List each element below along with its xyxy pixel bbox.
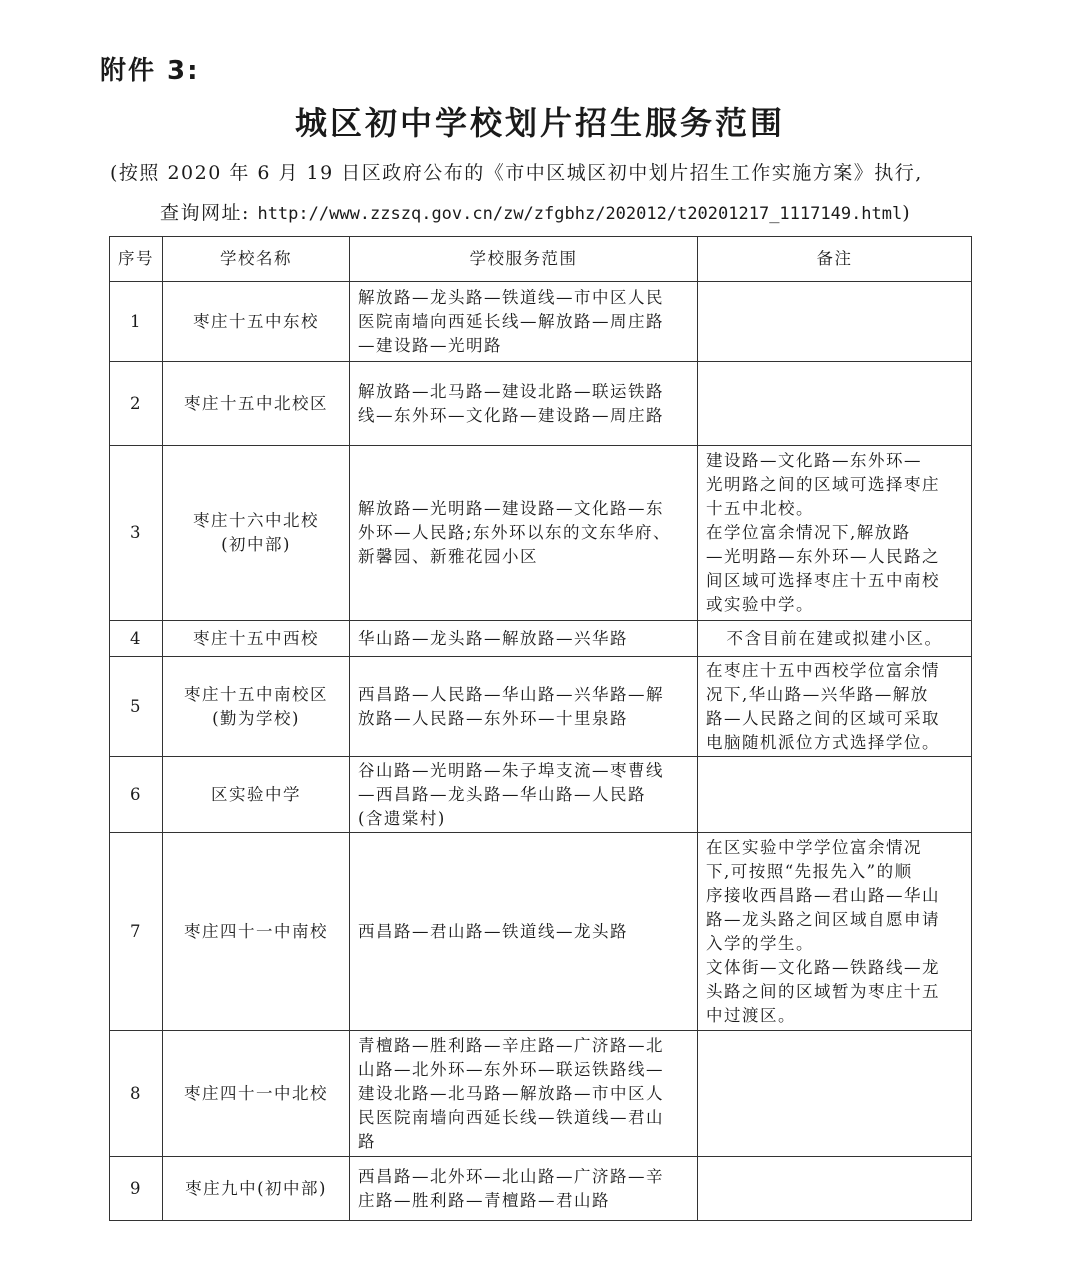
service-range: 华山路—龙头路—解放路—兴华路 (350, 621, 698, 657)
remarks (698, 757, 972, 833)
query-url-suffix: ) (902, 202, 912, 224)
school-name: 枣庄十六中北校 (初中部) (163, 446, 350, 621)
table-row (110, 1157, 972, 1221)
remarks (698, 282, 972, 362)
school-name: 区实验中学 (163, 757, 350, 833)
school-name: 枣庄十五中北校区 (163, 362, 350, 446)
table-row (110, 757, 972, 833)
remarks: 在枣庄十五中西校学位富余情 况下,华山路—兴华路—解放 路—人民路之间的区域可采取 电脑随机派位方式选择学位。 (698, 657, 972, 757)
attachment-label: 附件 3: (100, 56, 200, 86)
remarks (698, 1157, 972, 1221)
service-range: 解放路—北马路—建设北路—联运铁路 线—东外环—文化路—建设路—周庄路 (350, 362, 698, 446)
header-school-name: 学校名称 (163, 237, 350, 282)
header-service-range: 学校服务范围 (350, 237, 698, 282)
service-range: 西昌路—君山路—铁道线—龙头路 (350, 833, 698, 1031)
query-url[interactable]: http://www.zzszq.gov.cn/zw/zfgbhz/202012/t20201217_1117149.html (257, 204, 903, 224)
row-number: 3 (110, 446, 163, 621)
service-range: 谷山路—光明路—朱子埠支流—枣曹线 —西昌路—龙头路—华山路—人民路 (含遗棠村) (350, 757, 698, 833)
table-row (110, 621, 972, 657)
basis-note: (按照 2020 年 6 月 19 日区政府公布的《市中区城区初中划片招生工作实施方案》执行, (110, 162, 923, 184)
school-name: 枣庄十五中南校区 (勤为学校) (163, 657, 350, 757)
query-url-line (160, 198, 911, 225)
enrollment-scope-table (109, 236, 972, 1221)
school-name: 枣庄十五中东校 (163, 282, 350, 362)
table-row (110, 446, 972, 621)
service-range: 解放路—龙头路—铁道线—市中区人民 医院南墙向西延长线—解放路—周庄路 —建设路—光明路 (350, 282, 698, 362)
page-title: 城区初中学校划片招生服务范围 (294, 104, 785, 142)
table-header-row (110, 237, 972, 282)
service-range: 青檀路—胜利路—辛庄路—广济路—北 山路—北外环—东外环—联运铁路线— 建设北路—北马路—解放路—市中区人 民医院南墙向西延长线—铁道线—君山 路 (350, 1031, 698, 1157)
service-range: 西昌路—人民路—华山路—兴华路—解 放路—人民路—东外环—十里泉路 (350, 657, 698, 757)
table-row (110, 282, 972, 362)
school-name: 枣庄十五中西校 (163, 621, 350, 657)
service-range: 解放路—光明路—建设路—文化路—东 外环—人民路;东外环以东的文东华府、 新馨园、新雅花园小区 (350, 446, 698, 621)
table-row (110, 362, 972, 446)
row-number: 8 (110, 1031, 163, 1157)
row-number: 6 (110, 757, 163, 833)
remarks: 在区实验中学学位富余情况 下,可按照“先报先入”的顺 序接收西昌路—君山路—华山 路—龙头路之间区域自愿申请 入学的学生。 文体街—文化路—铁路线—龙 头路之间的区域暂为枣庄十五 中过渡区。 (698, 833, 972, 1031)
row-number: 2 (110, 362, 163, 446)
row-number: 4 (110, 621, 163, 657)
table-row (110, 833, 972, 1031)
row-number: 5 (110, 657, 163, 757)
table-row (110, 1031, 972, 1157)
row-number: 7 (110, 833, 163, 1031)
remarks (698, 1031, 972, 1157)
school-name: 枣庄四十一中北校 (163, 1031, 350, 1157)
school-name: 枣庄四十一中南校 (163, 833, 350, 1031)
row-number: 9 (110, 1157, 163, 1221)
query-url-prefix: 查询网址: (160, 202, 258, 224)
header-no: 序号 (110, 237, 163, 282)
row-number: 1 (110, 282, 163, 362)
remarks: 建设路—文化路—东外环— 光明路之间的区域可选择枣庄 十五中北校。 在学位富余情况下,解放路 —光明路—东外环—人民路之 间区域可选择枣庄十五中南校 或实验中学。 (698, 446, 972, 621)
service-range: 西昌路—北外环—北山路—广济路—辛 庄路—胜利路—青檀路—君山路 (350, 1157, 698, 1221)
remarks (698, 362, 972, 446)
table-row (110, 657, 972, 757)
remarks: 不含目前在建或拟建小区。 (698, 621, 972, 657)
school-name: 枣庄九中(初中部) (163, 1157, 350, 1221)
header-remarks: 备注 (698, 237, 972, 282)
